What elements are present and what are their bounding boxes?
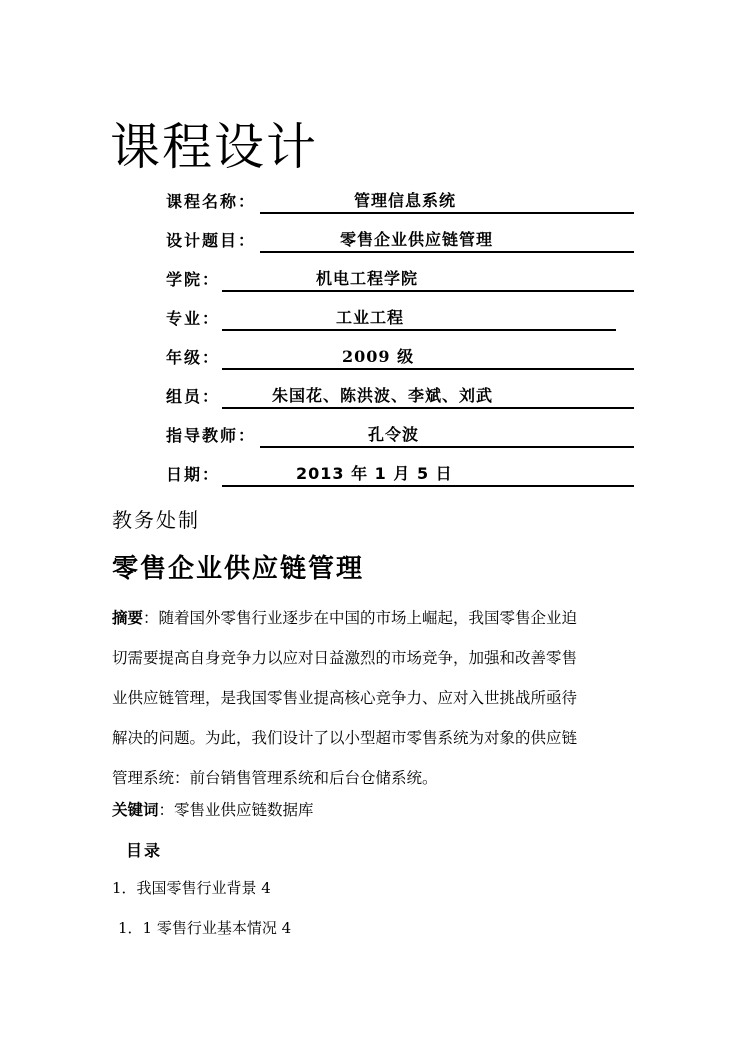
field-value: 管理信息系统: [354, 191, 457, 210]
field-label: 专业：: [166, 309, 221, 328]
abstract-line: 解决的问题。为此，我们设计了以小型超市零售系统为对象的供应链: [112, 729, 578, 747]
field-value: 孔令波: [368, 425, 420, 444]
abstract-text: ：随着国外零售行业逐步在中国的市场上崛起，我国零售企业迫: [143, 609, 578, 627]
field-label: 学院：: [166, 270, 221, 289]
field-value: 2013 年 1 月 5 日: [296, 464, 453, 483]
toc-title: 目录: [126, 841, 163, 860]
field-underline: [222, 368, 634, 370]
toc-item[interactable]: 1．1 零售行业基本情况 4: [118, 919, 292, 937]
field-underline: [222, 485, 634, 487]
field-date: [166, 459, 636, 489]
field-label: 年级：: [166, 348, 221, 367]
field-course-name: [166, 186, 636, 216]
field-underline: [260, 251, 634, 253]
field-members: [166, 381, 636, 411]
field-grade: [166, 342, 636, 372]
abstract-label: 摘要: [112, 608, 144, 627]
field-value: 工业工程: [336, 308, 405, 327]
field-value: 2009 级: [342, 347, 415, 366]
field-value: 朱国花、陈洪波、李斌、刘武: [272, 386, 494, 405]
field-advisor: [166, 420, 636, 450]
field-underline: [260, 446, 634, 448]
keywords-text: ：零售业供应链数据库: [158, 801, 314, 819]
issuing-office: 教务处制: [112, 508, 200, 532]
field-value: 零售企业供应链管理: [340, 230, 494, 249]
field-label: 指导教师：: [166, 426, 257, 445]
document-title: 零售企业供应链管理: [112, 554, 365, 584]
abstract-line: 业供应链管理，是我国零售业提高核心竞争力、应对入世挑战所亟待: [112, 689, 578, 707]
field-value: 机电工程学院: [316, 269, 419, 288]
abstract: [112, 598, 636, 798]
field-major: [166, 303, 636, 333]
field-underline: [222, 290, 634, 292]
abstract-line: 管理系统：前台销售管理系统和后台仓储系统。: [112, 769, 438, 787]
field-college: [166, 264, 636, 294]
field-label: 设计题目：: [166, 231, 257, 250]
keywords-label: 关键词: [112, 800, 159, 819]
field-underline: [260, 212, 634, 214]
abstract-line: 切需要提高自身竞争力以应对日益激烈的市场竞争，加强和改善零售: [112, 649, 578, 667]
abstract-line: [112, 598, 636, 638]
field-underline: [222, 329, 616, 331]
field-label: 日期：: [166, 465, 221, 484]
field-label: 组员：: [166, 387, 221, 406]
field-underline: [222, 407, 634, 409]
cover-title: 课程设计: [110, 118, 318, 176]
field-label: 课程名称：: [166, 192, 257, 211]
keywords: [112, 798, 314, 822]
toc-item[interactable]: 1．我国零售行业背景 4: [112, 879, 271, 897]
field-design-topic: [166, 225, 636, 255]
